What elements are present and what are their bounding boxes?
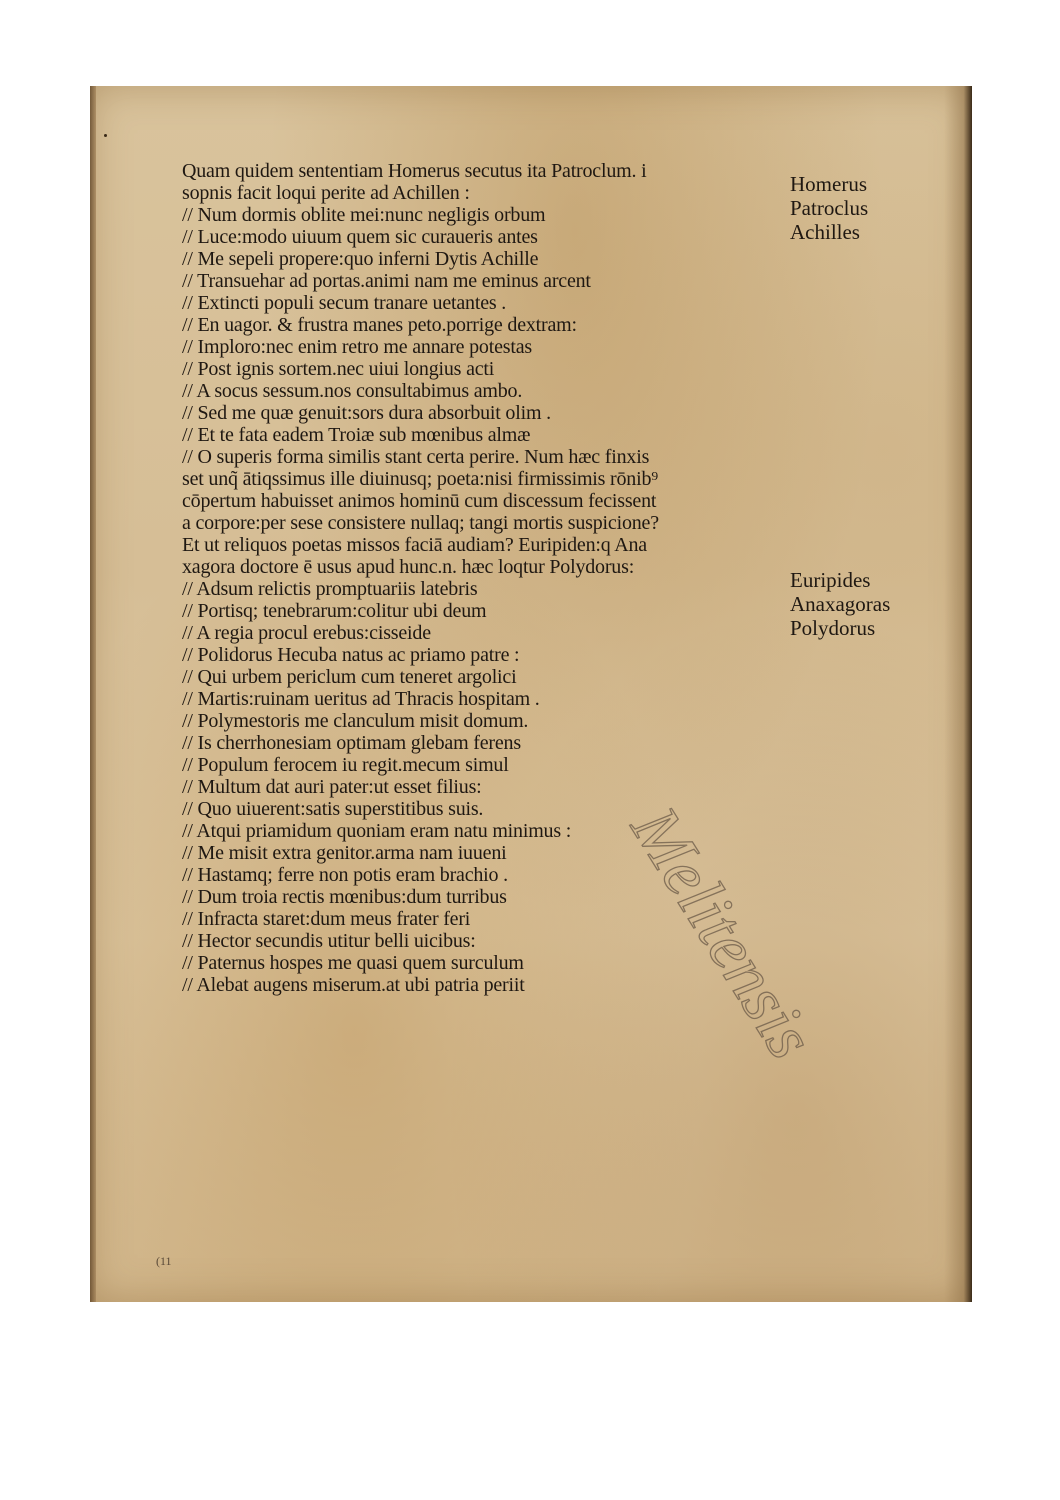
text-line: // A socus sessum.nos consultabimus ambo. — [182, 380, 523, 402]
text-line: // Quo uiuerent:satis superstitibus suis. — [182, 798, 484, 820]
marginal-note: Euripides — [790, 568, 871, 592]
ink-dot — [104, 134, 107, 137]
text-line: xagora doctore ē usus apud hunc.n. hæc loqtur Polydorus: — [182, 556, 635, 578]
text-line: // Me sepeli propere:quo inferni Dytis Achille — [182, 248, 539, 270]
text-line: sopnis facit loqui perite ad Achillen : — [182, 182, 470, 204]
marginal-note: Anaxagoras — [790, 592, 891, 616]
text-line: // Dum troia rectis mœnibus:dum turribus — [182, 886, 507, 908]
marginal-note: Patroclus — [790, 196, 869, 220]
text-line: // Martis:ruinam ueritus ad Thracis hospitam . — [182, 688, 540, 710]
page-right-edge — [944, 86, 972, 1302]
marginal-note: Homerus — [790, 172, 867, 196]
text-line: // Imploro:nec enim retro me annare potestas — [182, 336, 532, 358]
text-line: // Adsum relictis promptuariis latebris — [182, 578, 478, 600]
text-line: // Luce:modo uiuum quem sic curaueris antes — [182, 226, 538, 248]
marginalia-euripides-group — [790, 568, 890, 640]
stamp-text: Melitensis — [617, 793, 830, 1071]
text-line: // Post ignis sortem.nec uiui longius acti — [182, 358, 495, 380]
text-line: cōpertum habuisset animos hominū cum discessum fecissent — [182, 490, 657, 512]
text-line: // Hector secundis utitur belli uicibus: — [182, 930, 476, 952]
text-line: // Extincti populi secum tranare uetantes . — [182, 292, 507, 314]
manuscript-page — [90, 86, 972, 1302]
text-line: // Hastamq; ferre non potis eram brachio . — [182, 864, 508, 886]
text-line: // Sed me quæ genuit:sors dura absorbuit olim . — [182, 402, 551, 424]
text-line: // Polidorus Hecuba natus ac priamo patre : — [182, 644, 520, 666]
page-left-edge — [90, 86, 96, 1302]
text-line: // Transuehar ad portas.animi nam me eminus arcent — [182, 270, 591, 292]
text-line: // Multum dat auri pater:ut esset filius: — [182, 776, 482, 798]
text-line: // A regia procul erebus:cisseide — [182, 622, 431, 644]
text-line: set unq̃ ātiqssimus ille diuinusq; poeta:nisi firmissimis rōnib⁹ — [182, 468, 659, 490]
text-line: a corpore:per sese consistere nullaq; tangi mortis suspicione? — [182, 512, 659, 534]
text-line: // Polymestoris me clanculum misit domum. — [182, 710, 529, 732]
text-line: Et ut reliquos poetas missos faciā audiam? Euripiden:q Ana — [182, 534, 647, 556]
text-line: // En uagor. & frustra manes peto.porrige dextram: — [182, 314, 577, 336]
text-line: // Qui urbem periclum cum teneret argolici — [182, 666, 517, 688]
marginal-note: Achilles — [790, 220, 860, 244]
main-text-block — [182, 160, 802, 996]
folio-mark: (11 — [156, 1254, 172, 1268]
text-line: // O superis forma similis stant certa perire. Num hæc finxis — [182, 446, 650, 468]
text-line: // Atqui priamidum quoniam eram natu minimus : — [182, 820, 572, 842]
text-line: Quam quidem sententiam Homerus secutus ita Patroclum. i — [182, 160, 647, 182]
text-line: // Et te fata eadem Troiæ sub mœnibus almæ — [182, 424, 531, 446]
text-line: // Paternus hospes me quasi quem surculum — [182, 952, 524, 974]
text-line: // Alebat augens miserum.at ubi patria periit — [182, 974, 525, 996]
marginalia-homerus-group — [790, 172, 868, 244]
text-line: // Me misit extra genitor.arma nam iuueni — [182, 842, 507, 864]
text-line: // Num dormis oblite mei:nunc negligis orbum — [182, 204, 546, 226]
text-line: // Infracta staret:dum meus frater feri — [182, 908, 471, 930]
text-line: // Populum ferocem iu regit.mecum simul — [182, 754, 509, 776]
text-line: // Is cherrhonesiam optimam glebam ferens — [182, 732, 521, 754]
marginal-note: Polydorus — [790, 616, 876, 640]
text-line: // Portisq; tenebrarum:colitur ubi deum — [182, 600, 487, 622]
